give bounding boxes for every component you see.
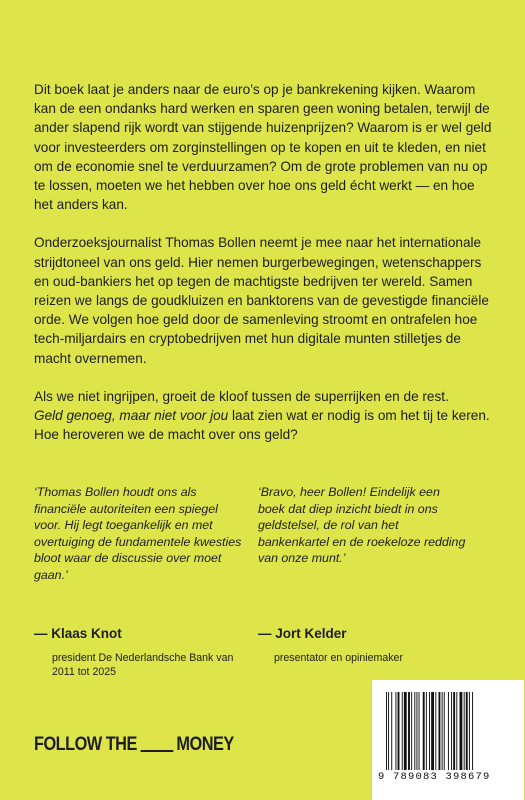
barcode-bar	[416, 692, 417, 770]
blurb-paragraph-3	[34, 387, 494, 445]
barcode-bars	[386, 692, 510, 770]
barcode-bar	[398, 692, 400, 770]
barcode-bar	[408, 692, 410, 770]
barcode-bar	[451, 692, 452, 770]
barcode-bar	[386, 692, 387, 770]
cover-blurb	[34, 80, 494, 463]
logo-underline	[140, 750, 173, 752]
author-kelder: — Jort Kelder	[258, 626, 347, 641]
barcode-digits: 9 789083 398679	[378, 771, 491, 783]
barcode-bar	[395, 692, 396, 770]
barcode-bar	[404, 692, 407, 770]
barcode-bar	[402, 692, 403, 770]
barcode-bar	[429, 692, 430, 770]
barcode-bar	[466, 692, 468, 770]
author-knot: — Klaas Knot	[34, 626, 122, 641]
barcode-bar	[419, 692, 420, 770]
barcode-bar	[426, 692, 427, 770]
barcode-bar	[472, 692, 473, 770]
barcode-bar	[431, 692, 434, 770]
barcode-bar	[464, 692, 465, 770]
barcode-bar	[439, 692, 441, 770]
blurb-paragraph-3-end: laat zien wat er nodig is om het tij te keren. Hoe heroveren we de macht over ons geld?	[34, 408, 490, 443]
quote-knot: ‘Thomas Bollen houdt ons als financiële autoriteiten een spiegel voor. Hij legt toegankelijk en met overtuiging de fundamentele kwesties bloot waar de discussie over moet gaan.’	[34, 485, 242, 582]
barcode-bar	[435, 692, 436, 770]
role-kelder: presentator en opiniemaker	[274, 652, 403, 664]
barcode-bar	[444, 692, 445, 770]
barcode-bar	[423, 692, 425, 770]
logo-text-left: FOLLOW THE	[34, 734, 137, 755]
blurb-paragraph-3-start: Als we niet ingrijpen, groeit de kloof tussen de superrijken en de rest.	[34, 388, 449, 404]
quote-kelder: ‘Bravo, heer Bollen! Eindelijk een boek dat diep inzicht biedt in ons geldstelsel, de rol van het bankenkartel en de roekeloze redding van onze munt.’	[258, 485, 466, 566]
role-knot: president De Nederlandsche Bank van 2011 tot 2025	[52, 652, 234, 678]
barcode-bar	[460, 692, 463, 770]
barcode-bar	[391, 692, 392, 770]
barcode-bar	[388, 692, 389, 770]
barcode-bar	[453, 692, 455, 770]
blurb-paragraph-2: Onderzoeksjournalist Thomas Bollen neemt je mee naar het internationale strijdtoneel van ons geld. Hier nemen burgerbewegingen, wetenschappers en oud-bankiers het op tegen de machtigste bedrijven ter wereld. Samen reizen we langs de goudkluizen en banktorens van de gevestigde financiële orde. We volgen hoe geld door de samenleving stroomt en ontrafelen hoe tech-miljardairs en cryptobedrijven met hun digitale munten stilletjes de macht overnemen.	[34, 235, 489, 366]
barcode-bar	[442, 692, 443, 770]
barcode-bar	[469, 692, 470, 770]
barcode-bar	[414, 692, 415, 770]
book-title-italic: Geld genoeg, maar niet voor jou	[34, 408, 229, 424]
publisher-logo	[34, 734, 234, 756]
barcode-bar	[456, 692, 457, 770]
barcode-bar	[448, 692, 449, 770]
barcode	[372, 680, 524, 800]
blurb-paragraph-1: Dit boek laat je anders naar de euro’s op je bankrekening kijken. Waarom kan de een ondanks hard werken en sparen geen woning betalen, terwijl de ander slapend rijk wordt van stijgende huizenprijzen? Waarom is er wel geld voor investeerders om zorginstellingen op te kopen en uit te kleden, en niet om de economie snel te verduurzamen? Om de grote problemen van nu op te lossen, moeten we het hebben over hoe ons geld écht werkt — en hoe het anders kan.	[34, 82, 492, 213]
logo-text-right: MONEY	[176, 734, 234, 755]
barcode-bar	[411, 692, 412, 770]
